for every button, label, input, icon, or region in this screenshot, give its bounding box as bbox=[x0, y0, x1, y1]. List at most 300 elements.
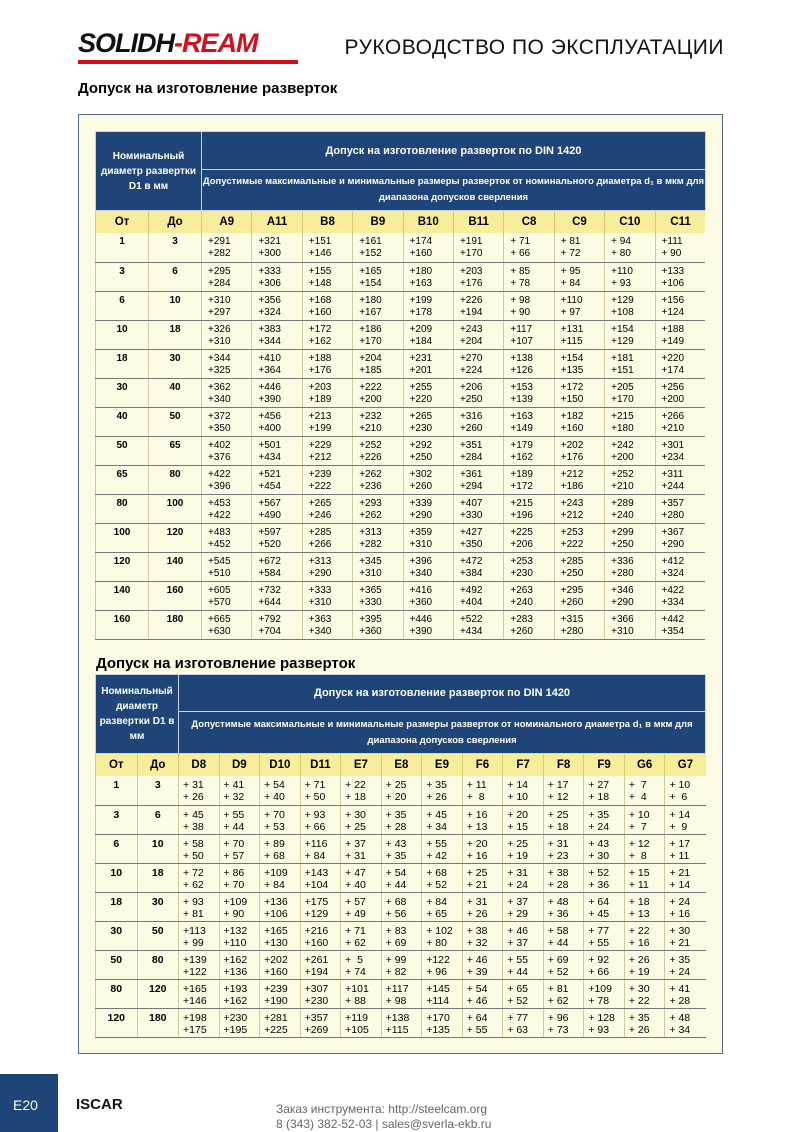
tolerance-cell bbox=[554, 610, 604, 639]
tolerance-cell bbox=[260, 892, 301, 921]
lower-deviation: + 32 bbox=[466, 936, 488, 949]
tolerance-cell bbox=[605, 436, 655, 465]
upper-deviation: +242 bbox=[611, 439, 634, 451]
upper-deviation: + 10 bbox=[669, 779, 691, 791]
upper-deviation: +472 bbox=[459, 555, 483, 567]
lower-deviation: +160 bbox=[304, 936, 329, 949]
lower-deviation: + 22 bbox=[628, 994, 650, 1007]
lower-deviation: + 30 bbox=[588, 849, 610, 862]
table-row bbox=[96, 465, 706, 494]
lower-deviation: +135 bbox=[560, 364, 584, 376]
tolerance-cell bbox=[341, 776, 382, 805]
lower-deviation: + 25 bbox=[345, 820, 366, 833]
tolerance-cell bbox=[422, 805, 463, 834]
table-row bbox=[96, 950, 706, 979]
upper-deviation: +270 bbox=[459, 352, 483, 364]
lower-deviation: +160 bbox=[308, 306, 332, 318]
upper-deviation: + 37 bbox=[345, 837, 366, 850]
lower-deviation: + 49 bbox=[345, 907, 366, 920]
size-to: 18 bbox=[149, 320, 202, 349]
upper-deviation: +145 bbox=[426, 982, 450, 995]
solidh-ream-logo bbox=[78, 28, 258, 59]
upper-deviation: +165 bbox=[183, 982, 207, 995]
upper-deviation: + 96 bbox=[547, 1011, 569, 1024]
upper-deviation: + 10 bbox=[628, 808, 650, 821]
upper-deviation: + 17 bbox=[547, 779, 569, 791]
column-header-e7: E7 bbox=[341, 754, 382, 777]
column-header-f9: F9 bbox=[584, 754, 625, 777]
upper-deviation: +202 bbox=[264, 953, 288, 966]
lower-deviation: +200 bbox=[359, 393, 382, 405]
lower-deviation: +163 bbox=[409, 277, 433, 289]
upper-deviation: +203 bbox=[308, 381, 332, 393]
size-to: 140 bbox=[149, 552, 202, 581]
column-header-e9: E9 bbox=[422, 754, 463, 777]
lower-deviation: +280 bbox=[611, 567, 634, 579]
lower-deviation: +135 bbox=[426, 1023, 450, 1036]
tolerance-cell bbox=[381, 863, 422, 892]
lower-deviation: +310 bbox=[611, 625, 634, 637]
upper-deviation: +239 bbox=[308, 468, 332, 480]
lower-deviation: +510 bbox=[208, 567, 231, 579]
upper-deviation: + 22 bbox=[345, 779, 366, 791]
tolerance-cell bbox=[403, 262, 453, 291]
footer-brand: ISCAR bbox=[76, 1096, 123, 1113]
size-from: 1 bbox=[96, 233, 149, 262]
lower-deviation: +340 bbox=[409, 567, 433, 579]
tolerance-cell bbox=[504, 291, 554, 320]
tolerance-cell bbox=[252, 291, 302, 320]
lower-deviation: +151 bbox=[611, 364, 634, 376]
tolerance-cell bbox=[554, 320, 604, 349]
lower-deviation: +350 bbox=[459, 538, 483, 550]
lower-deviation: +220 bbox=[409, 393, 433, 405]
tolerance-cell bbox=[403, 610, 453, 639]
upper-deviation: + 43 bbox=[385, 837, 407, 850]
size-to: 120 bbox=[137, 979, 179, 1008]
lower-deviation: + 69 bbox=[385, 936, 407, 949]
lower-deviation: +294 bbox=[459, 480, 483, 492]
upper-deviation: +131 bbox=[560, 323, 584, 335]
upper-deviation: + 81 bbox=[547, 982, 569, 995]
tolerance-cell bbox=[453, 320, 503, 349]
upper-deviation: +231 bbox=[409, 352, 433, 364]
tolerance-cell bbox=[302, 233, 352, 262]
table-row bbox=[96, 979, 706, 1008]
upper-deviation: +206 bbox=[459, 381, 483, 393]
lower-deviation: +404 bbox=[459, 596, 483, 608]
lower-deviation: +107 bbox=[510, 335, 533, 347]
tolerance-cell bbox=[543, 921, 584, 950]
lower-deviation: + 82 bbox=[385, 965, 407, 978]
lower-deviation: + 46 bbox=[466, 994, 488, 1007]
header-nominal-diameter: Номинальный диаметр развертки D1 в мм bbox=[96, 675, 179, 754]
lower-deviation: + 26 bbox=[628, 1023, 650, 1036]
upper-deviation: + 48 bbox=[547, 895, 569, 908]
upper-deviation: + 64 bbox=[466, 1011, 488, 1024]
tolerance-cell bbox=[504, 320, 554, 349]
lower-deviation: + 90 bbox=[510, 306, 531, 318]
tolerance-cell bbox=[453, 610, 503, 639]
upper-deviation: +229 bbox=[308, 439, 332, 451]
lower-deviation: +146 bbox=[183, 994, 207, 1007]
lower-deviation: +130 bbox=[264, 936, 288, 949]
lower-deviation: + 23 bbox=[547, 849, 569, 862]
size-from: 3 bbox=[96, 262, 149, 291]
lower-deviation: +160 bbox=[264, 965, 288, 978]
tolerance-cell bbox=[624, 1008, 665, 1037]
upper-deviation: +162 bbox=[223, 953, 248, 966]
upper-deviation: + 55 bbox=[507, 953, 528, 966]
lower-deviation: + 21 bbox=[669, 936, 691, 949]
upper-deviation: +213 bbox=[308, 410, 332, 422]
tolerance-cell bbox=[543, 979, 584, 1008]
size-from: 65 bbox=[96, 465, 149, 494]
upper-deviation: +232 bbox=[359, 410, 382, 422]
upper-deviation: +113 bbox=[183, 924, 206, 937]
lower-deviation: + 93 bbox=[588, 1023, 610, 1036]
tolerance-cell bbox=[543, 834, 584, 863]
lower-deviation: + 14 bbox=[669, 878, 691, 891]
lower-deviation: + 84 bbox=[264, 878, 285, 891]
lower-deviation: + 11 bbox=[628, 878, 649, 891]
upper-deviation: +422 bbox=[208, 468, 231, 480]
lower-deviation: + 57 bbox=[223, 849, 245, 862]
upper-deviation: +261 bbox=[304, 953, 329, 966]
lower-deviation: + 50 bbox=[183, 849, 204, 862]
lower-deviation: + 84 bbox=[560, 277, 581, 289]
upper-deviation: +111 bbox=[661, 236, 683, 247]
lower-deviation: + 18 bbox=[345, 791, 366, 803]
upper-deviation: + 41 bbox=[669, 982, 691, 995]
upper-deviation: + 22 bbox=[628, 924, 650, 937]
upper-deviation: +155 bbox=[308, 265, 332, 277]
tolerance-cell bbox=[403, 465, 453, 494]
upper-deviation: + 77 bbox=[588, 924, 610, 937]
tolerance-cell bbox=[219, 892, 260, 921]
lower-deviation: +115 bbox=[560, 335, 583, 347]
tolerance-cell bbox=[503, 863, 544, 892]
lower-deviation: + 65 bbox=[426, 907, 447, 920]
lower-deviation: +396 bbox=[208, 480, 231, 492]
tolerance-cell bbox=[341, 892, 382, 921]
tolerance-cell bbox=[252, 610, 302, 639]
lower-deviation: + 38 bbox=[183, 820, 204, 833]
tolerance-cell bbox=[665, 863, 706, 892]
lower-deviation: +310 bbox=[308, 596, 332, 608]
lower-deviation: + 44 bbox=[507, 965, 528, 978]
lower-deviation: + 53 bbox=[264, 820, 285, 833]
upper-deviation: + 89 bbox=[264, 837, 285, 850]
page-number: E20 bbox=[13, 1097, 38, 1113]
tolerance-cell bbox=[605, 465, 655, 494]
tolerance-cell bbox=[353, 291, 403, 320]
lower-deviation: +230 bbox=[510, 567, 533, 579]
tolerance-cell bbox=[252, 262, 302, 291]
upper-deviation: +316 bbox=[459, 410, 483, 422]
tolerance-cell bbox=[504, 552, 554, 581]
lower-deviation: + 42 bbox=[426, 849, 447, 862]
lower-deviation: +201 bbox=[409, 364, 433, 376]
lower-deviation: +384 bbox=[459, 567, 483, 579]
lower-deviation: + 26 bbox=[466, 907, 488, 920]
upper-deviation: + 71 bbox=[345, 924, 366, 937]
upper-deviation: + 128 bbox=[588, 1011, 615, 1024]
lower-deviation: +325 bbox=[208, 364, 231, 376]
upper-deviation: +262 bbox=[359, 468, 382, 480]
upper-deviation: + 57 bbox=[345, 895, 366, 908]
upper-deviation: +172 bbox=[560, 381, 584, 393]
upper-deviation: +313 bbox=[359, 526, 382, 538]
tolerance-cell bbox=[353, 494, 403, 523]
size-to: 80 bbox=[149, 465, 202, 494]
tolerance-cell bbox=[554, 349, 604, 378]
size-to: 120 bbox=[149, 523, 202, 552]
tolerance-cell bbox=[543, 950, 584, 979]
lower-deviation: +176 bbox=[459, 277, 483, 289]
upper-deviation: + 68 bbox=[426, 866, 447, 879]
tolerance-cell bbox=[554, 233, 604, 262]
upper-deviation: + 24 bbox=[669, 895, 691, 908]
lower-deviation: + 19 bbox=[507, 849, 528, 862]
lower-deviation: +260 bbox=[560, 596, 584, 608]
tolerance-cell bbox=[219, 834, 260, 863]
upper-deviation: +132 bbox=[223, 924, 248, 937]
lower-deviation: + 16 bbox=[466, 849, 488, 862]
upper-deviation: +109 bbox=[588, 982, 612, 995]
column-header-f6: F6 bbox=[462, 754, 503, 777]
lower-deviation: +260 bbox=[409, 480, 433, 492]
tolerance-cell bbox=[252, 552, 302, 581]
lower-deviation: +222 bbox=[308, 480, 332, 492]
lower-deviation: + 34 bbox=[669, 1023, 691, 1036]
column-header-a9: A9 bbox=[202, 211, 252, 234]
tolerance-cell bbox=[381, 950, 422, 979]
table-row bbox=[96, 892, 706, 921]
lower-deviation: +196 bbox=[510, 509, 533, 521]
tolerance-cell bbox=[503, 950, 544, 979]
table-row bbox=[96, 581, 706, 610]
lower-deviation: +154 bbox=[359, 277, 382, 289]
lower-deviation: +200 bbox=[661, 393, 685, 405]
upper-deviation: +215 bbox=[611, 410, 634, 422]
upper-deviation: +336 bbox=[611, 555, 634, 567]
upper-deviation: +545 bbox=[208, 555, 231, 567]
upper-deviation: +295 bbox=[208, 265, 231, 277]
lower-deviation: +195 bbox=[223, 1023, 248, 1036]
tolerance-cell bbox=[453, 407, 503, 436]
tolerance-cell bbox=[341, 950, 382, 979]
column-header-d9: D9 bbox=[219, 754, 260, 777]
column-header-b9: B9 bbox=[353, 211, 403, 234]
lower-deviation: +224 bbox=[459, 364, 483, 376]
tolerance-cell bbox=[353, 581, 403, 610]
lower-deviation: + 66 bbox=[510, 248, 531, 259]
upper-deviation: + 84 bbox=[426, 895, 447, 908]
lower-deviation: +114 bbox=[426, 994, 450, 1007]
size-from: 80 bbox=[96, 494, 149, 523]
tolerance-cell bbox=[252, 320, 302, 349]
upper-deviation: + 46 bbox=[466, 953, 488, 966]
upper-deviation: +605 bbox=[208, 584, 231, 596]
size-from: 3 bbox=[96, 805, 138, 834]
upper-deviation: +186 bbox=[359, 323, 382, 335]
lower-deviation: +234 bbox=[661, 451, 685, 463]
tolerance-cell bbox=[300, 805, 341, 834]
tolerance-cell bbox=[202, 349, 252, 378]
tolerance-cell bbox=[179, 950, 220, 979]
lower-deviation: +170 bbox=[359, 335, 382, 347]
tolerance-cell bbox=[219, 921, 260, 950]
upper-deviation: +412 bbox=[661, 555, 685, 567]
lower-deviation: + 8 bbox=[628, 849, 647, 862]
lower-deviation: + 36 bbox=[588, 878, 610, 891]
tolerance-cell bbox=[202, 233, 252, 262]
lower-deviation: +139 bbox=[510, 393, 533, 405]
table-row bbox=[96, 349, 706, 378]
tolerance-cell bbox=[202, 320, 252, 349]
tolerance-cell bbox=[353, 610, 403, 639]
lower-deviation: + 21 bbox=[466, 878, 488, 891]
lower-deviation: + 99 bbox=[183, 936, 204, 949]
upper-deviation: +101 bbox=[345, 982, 369, 995]
tolerance-cell bbox=[503, 805, 544, 834]
size-from: 120 bbox=[96, 1008, 138, 1037]
size-to: 6 bbox=[137, 805, 179, 834]
upper-deviation: +198 bbox=[183, 1011, 207, 1024]
upper-deviation: +153 bbox=[510, 381, 533, 393]
size-from: 40 bbox=[96, 407, 149, 436]
tolerance-cell bbox=[605, 262, 655, 291]
tolerance-cell bbox=[504, 581, 554, 610]
tolerance-cell bbox=[381, 921, 422, 950]
lower-deviation: + 7 bbox=[628, 820, 647, 833]
tolerance-cell bbox=[403, 494, 453, 523]
column-header-c9: C9 bbox=[554, 211, 604, 234]
upper-deviation: + 31 bbox=[507, 866, 528, 879]
upper-deviation: +372 bbox=[208, 410, 231, 422]
upper-deviation: + 25 bbox=[466, 866, 488, 879]
lower-deviation: +324 bbox=[661, 567, 685, 579]
upper-deviation: + 58 bbox=[547, 924, 569, 937]
tolerance-cell bbox=[453, 436, 503, 465]
lower-deviation: + 35 bbox=[385, 849, 407, 862]
upper-deviation: +422 bbox=[661, 584, 685, 596]
lower-deviation: +644 bbox=[258, 596, 281, 608]
tolerance-cell bbox=[202, 610, 252, 639]
lower-deviation: + 44 bbox=[385, 878, 407, 891]
lower-deviation: +180 bbox=[611, 422, 634, 434]
tolerance-cell bbox=[353, 552, 403, 581]
lower-deviation: +400 bbox=[258, 422, 281, 434]
size-to: 30 bbox=[149, 349, 202, 378]
upper-deviation: + 35 bbox=[588, 808, 610, 821]
upper-deviation: +333 bbox=[308, 584, 332, 596]
upper-deviation: +110 bbox=[560, 294, 583, 306]
tolerance-cell bbox=[554, 465, 604, 494]
column-header-e8: E8 bbox=[381, 754, 422, 777]
upper-deviation: + 94 bbox=[611, 236, 631, 247]
lower-deviation: + 32 bbox=[223, 791, 245, 803]
size-from: 160 bbox=[96, 610, 149, 639]
lower-deviation: +250 bbox=[560, 567, 584, 579]
upper-deviation: +483 bbox=[208, 526, 231, 538]
tolerance-cell bbox=[403, 523, 453, 552]
column-header-from: От bbox=[96, 211, 149, 234]
upper-deviation: + 55 bbox=[223, 808, 245, 821]
size-from: 140 bbox=[96, 581, 149, 610]
tolerance-cell bbox=[665, 892, 706, 921]
upper-deviation: + 31 bbox=[466, 895, 488, 908]
lower-deviation: + 62 bbox=[183, 878, 204, 891]
lower-deviation: +150 bbox=[560, 393, 584, 405]
lower-deviation: +212 bbox=[560, 509, 584, 521]
tolerance-cell bbox=[353, 233, 403, 262]
upper-deviation: + 54 bbox=[466, 982, 488, 995]
upper-deviation: +133 bbox=[661, 265, 685, 277]
logo-text-red: -REAM bbox=[174, 28, 258, 58]
upper-deviation: +253 bbox=[510, 555, 533, 567]
tolerance-cell bbox=[503, 892, 544, 921]
lower-deviation: +282 bbox=[208, 248, 231, 259]
upper-deviation: +161 bbox=[359, 236, 382, 247]
upper-deviation: +301 bbox=[661, 439, 685, 451]
lower-deviation: +570 bbox=[208, 596, 231, 608]
upper-deviation: +138 bbox=[385, 1011, 410, 1024]
lower-deviation: +280 bbox=[560, 625, 584, 637]
lower-deviation: +210 bbox=[661, 422, 685, 434]
lower-deviation: + 37 bbox=[507, 936, 528, 949]
lower-deviation: +364 bbox=[258, 364, 281, 376]
upper-deviation: + 64 bbox=[588, 895, 610, 908]
upper-deviation: +222 bbox=[359, 381, 382, 393]
size-from: 80 bbox=[96, 979, 138, 1008]
tolerance-cell bbox=[504, 523, 554, 552]
upper-deviation: +326 bbox=[208, 323, 231, 335]
table-row bbox=[96, 378, 706, 407]
lower-deviation: +704 bbox=[258, 625, 281, 637]
column-header-d10: D10 bbox=[260, 754, 301, 777]
size-to: 80 bbox=[137, 950, 179, 979]
tolerance-cell bbox=[554, 494, 604, 523]
upper-deviation: +226 bbox=[459, 294, 483, 306]
lower-deviation: + 44 bbox=[547, 936, 569, 949]
tolerance-cell bbox=[543, 776, 584, 805]
size-to: 3 bbox=[149, 233, 202, 262]
lower-deviation: +129 bbox=[304, 907, 329, 920]
lower-deviation: +454 bbox=[258, 480, 281, 492]
lower-deviation: +330 bbox=[359, 596, 382, 608]
upper-deviation: +117 bbox=[385, 982, 409, 995]
tolerance-cell bbox=[504, 233, 554, 262]
tolerance-cell bbox=[353, 407, 403, 436]
upper-deviation: +179 bbox=[510, 439, 533, 451]
upper-deviation: +265 bbox=[308, 497, 332, 509]
lower-deviation: + 81 bbox=[183, 907, 204, 920]
lower-deviation: + 24 bbox=[669, 965, 691, 978]
tolerance-cell bbox=[624, 834, 665, 863]
lower-deviation: +422 bbox=[208, 509, 231, 521]
lower-deviation: + 18 bbox=[547, 820, 569, 833]
tolerance-cell bbox=[422, 863, 463, 892]
upper-deviation: +188 bbox=[661, 323, 685, 335]
tolerance-cell bbox=[554, 262, 604, 291]
upper-deviation: + 77 bbox=[507, 1011, 528, 1024]
tolerance-cell bbox=[453, 233, 503, 262]
header-tolerance-description: Допустимые максимальные и минимальные размеры разверток от номинального диаметра d₁ в мкм для диапазона допусков сверления bbox=[202, 170, 706, 211]
lower-deviation: +452 bbox=[208, 538, 231, 550]
tolerance-cell bbox=[624, 950, 665, 979]
